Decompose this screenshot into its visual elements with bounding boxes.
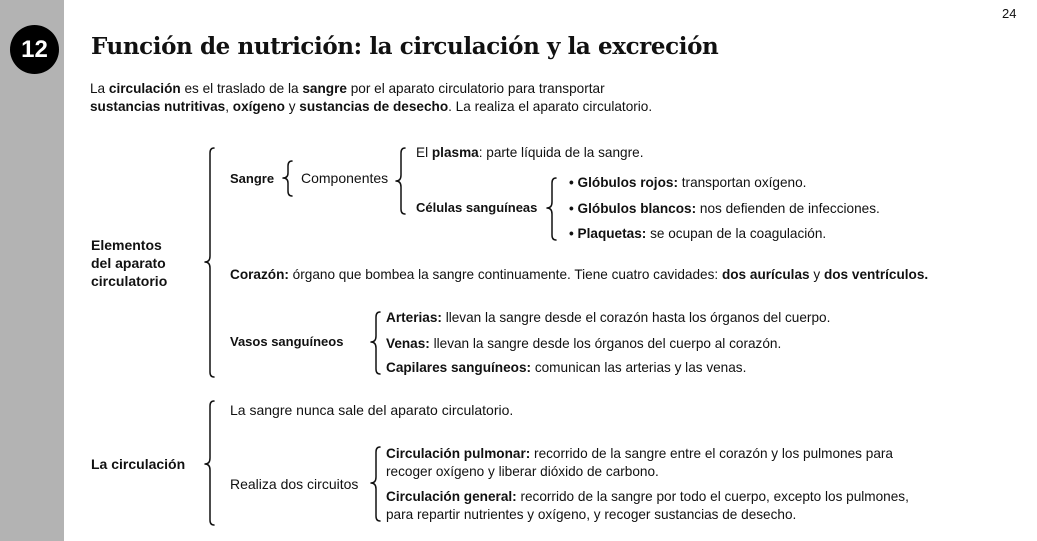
- sangre-nunca-sale-line: La sangre nunca sale del aparato circulatorio.: [230, 402, 514, 418]
- globulos-blancos-line: • Glóbulos blancos: nos defienden de infecciones.: [569, 201, 880, 216]
- pulmonar-line-1: Circulación pulmonar: recorrido de la sangre entre el corazón y los pulmones para: [386, 446, 893, 461]
- intro-line-1: La circulación es el traslado de la sangre por el aparato circulatorio para transportar: [90, 81, 605, 96]
- globulos-rojos-line: • Glóbulos rojos: transportan oxígeno.: [569, 175, 807, 190]
- general-line-2: para repartir nutrientes y oxígeno, y recoger sustancias de desecho.: [386, 507, 797, 522]
- corazon-line: Corazón: órgano que bombea la sangre continuamente. Tiene cuatro cavidades: dos aurículas y dos ventrículos.: [230, 267, 929, 282]
- arterias-line: Arterias: llevan la sangre desde el corazón hasta los órganos del cuerpo.: [386, 310, 831, 325]
- brace-componentes: [396, 148, 405, 214]
- pulmonar-line-2: recoger oxígeno y liberar dióxido de carbono.: [386, 464, 659, 479]
- plaquetas-line: • Plaquetas: se ocupan de la coagulación.: [569, 226, 827, 241]
- page-number: 24: [1002, 6, 1017, 21]
- heading-elementos-line-3: circulatorio: [91, 273, 168, 289]
- brace-circuitos: [371, 447, 380, 521]
- brace-celulas: [547, 178, 556, 240]
- celulas-label: Células sanguíneas: [416, 200, 538, 215]
- unit-number-badge: 12: [10, 25, 59, 74]
- brace-elementos: [205, 148, 214, 377]
- heading-elementos-line-1: Elementos: [91, 237, 162, 253]
- intro-line-2: sustancias nutritivas, oxígeno y sustancias de desecho. La realiza el aparato circulatorio.: [90, 99, 653, 114]
- venas-line: Venas: llevan la sangre desde los órganos del cuerpo al corazón.: [386, 336, 782, 351]
- heading-elementos-line-2: del aparato: [91, 255, 166, 271]
- general-line-1: Circulación general: recorrido de la sangre por todo el cuerpo, excepto los pulmones,: [386, 489, 909, 504]
- plasma-line: El plasma: parte líquida de la sangre.: [416, 145, 644, 160]
- componentes-label: Componentes: [301, 170, 389, 186]
- circuitos-label: Realiza dos circuitos: [230, 476, 359, 492]
- brace-circulacion: [205, 401, 214, 525]
- brace-vasos: [371, 312, 380, 374]
- brace-sangre: [283, 161, 292, 196]
- capilares-line: Capilares sanguíneos: comunican las arterias y las venas.: [386, 360, 747, 375]
- page-title: Función de nutrición: la circulación y la excreción: [91, 33, 719, 60]
- vasos-label: Vasos sanguíneos: [230, 334, 344, 349]
- heading-circulacion: La circulación: [91, 456, 186, 472]
- sangre-label: Sangre: [230, 171, 275, 186]
